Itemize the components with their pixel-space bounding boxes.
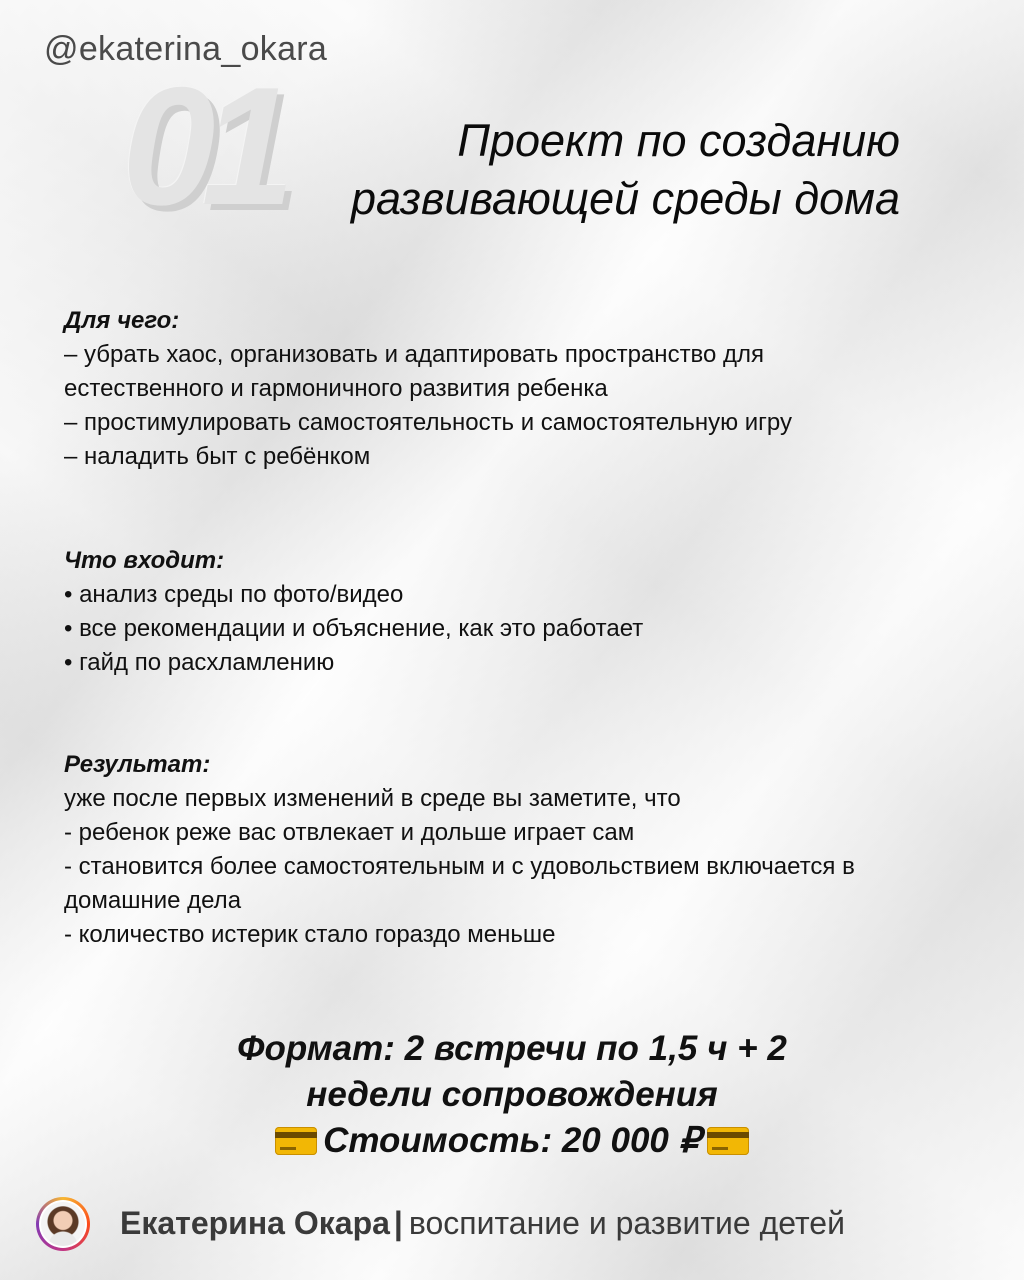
price-text: Стоимость: 20 000 ₽ [323, 1121, 701, 1160]
offer-block [0, 1026, 1024, 1164]
list-item: • гайд по расхламлению [64, 649, 335, 676]
author-name: Екатерина Окара [120, 1205, 390, 1241]
credit-card-icon [275, 1127, 317, 1155]
format-line-1: Формат: 2 встречи по 1,5 ч + 2 [237, 1029, 787, 1068]
author-tagline: воспитание и развитие детей [408, 1205, 845, 1241]
avatar-frame [39, 1200, 87, 1248]
section-includes [64, 544, 964, 680]
title-line-2: развивающей среды дома [350, 173, 900, 224]
list-item: • анализ среды по фото/видео [64, 581, 404, 608]
list-item: домашние дела [64, 887, 242, 914]
footer-caption [120, 1205, 845, 1242]
list-item: • все рекомендации и объяснение, как это работает [64, 615, 644, 642]
footer-separator: | [393, 1205, 403, 1241]
price-line [0, 1118, 1024, 1164]
list-item: - количество истерик стало гораздо меньше [64, 921, 556, 948]
avatar-photo [41, 1202, 85, 1246]
format-line-2: недели сопровождения [306, 1075, 718, 1114]
slide-number: 01 [122, 52, 281, 240]
list-item: уже после первых изменений в среде вы заметите, что [64, 785, 681, 812]
avatar[interactable] [36, 1197, 90, 1251]
credit-card-icon [707, 1127, 749, 1155]
handle-text: @ekaterina_okara [44, 30, 328, 68]
list-item: - становится более самостоятельным и с удовольствием включается в [64, 853, 855, 880]
section-purpose [64, 304, 964, 474]
section-heading: Что входит: [64, 547, 225, 574]
list-item: – убрать хаос, организовать и адаптировать пространство для [64, 341, 765, 368]
section-result [64, 748, 964, 952]
list-item: естественного и гармоничного развития ребенка [64, 375, 608, 402]
list-item: - ребенок реже вас отвлекает и дольше играет сам [64, 819, 635, 846]
list-item: – простимулировать самостоятельность и самостоятельную игру [64, 409, 793, 436]
title-line-1: Проект по созданию [457, 115, 900, 166]
footer [36, 1197, 996, 1255]
section-heading: Для чего: [64, 307, 180, 334]
page-title [200, 112, 900, 228]
list-item: – наладить быт с ребёнком [64, 443, 371, 470]
section-heading: Результат: [64, 751, 211, 778]
